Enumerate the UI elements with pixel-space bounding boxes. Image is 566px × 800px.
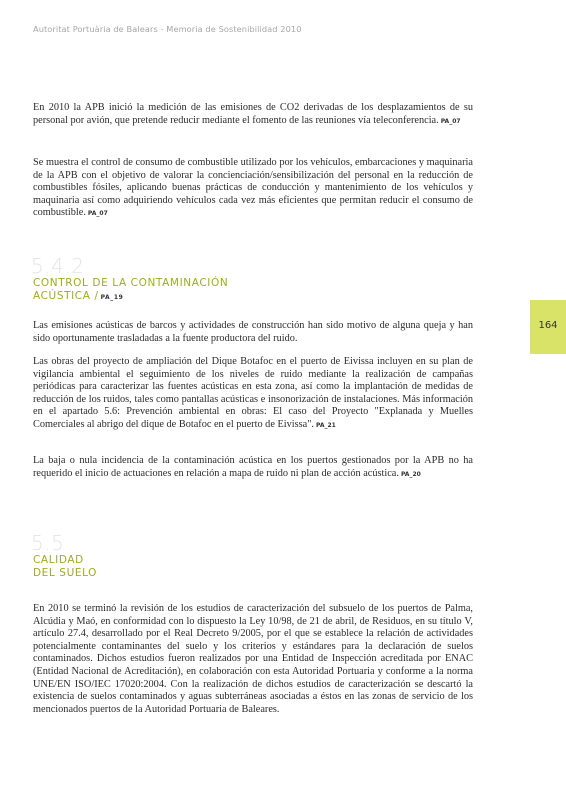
paragraph-text: Las emisiones acústicas de barcos y actividades de construcción han sido motivo de alguna queja y han sido oportunamente trasladadas a la fuente productora del ruido.: [33, 320, 473, 344]
paragraph-botafoc-noise: [33, 356, 473, 433]
paragraph-text: En 2010 se terminó la revisión de los estudios de caracterización del subsuelo de los puertos de Palma, Alcúdia y Maó, en conformidad con lo dispuesto la Ley 10/98, de 21 de abril, de Residuos, en su título V, artículo 27.4, desarrollado por el Real Decreto 9/2005, por el que se establece la relación de actividades potencialmente contaminantes del suelo y los criterios y estándares para la declaración de suelos contaminados. Dichos estudios fueron realizados por una Entidad de Inspección acreditada por ENAC (Entidad Nacional de Acreditación), en colaboración con esta Autoridad Portuaria y conforme a la norma UNE/EN ISO/IEC 17020:2004. Con la realización de dichos estudios de caracterización se descartó la existencia de suelos contaminados y aguas subterráneas asociadas a éstos en las zonas de servicio de los mencionados puertos de la Autoridad Portuaria de Baleares.: [33, 603, 473, 715]
page-number: 164: [538, 320, 558, 331]
section-title: [33, 277, 228, 304]
paragraph-text: Se muestra el control de consumo de combustible utilizado por los vehículos, embarcaciones y maquinaria de la APB con el objetivo de valorar la concienciación/sensibilización del personal en la reducción de combustibles fósiles, aplicando buenas prácticas de conducción y mantenimiento de los vehículos y maquinaria así como adquiriendo vehículos cada vez más eficientes que permitan reducir el consumo de combustible.: [33, 157, 473, 219]
indicator-ref: PA_07: [440, 117, 461, 125]
page-number-tab: [530, 300, 566, 354]
paragraph-noise-map: [33, 455, 473, 481]
section-title-line1: CONTROL DE LA CONTAMINACIÓN: [33, 277, 229, 289]
indicator-ref: PA_21: [315, 421, 336, 429]
running-header: Autoritat Portuària de Balears - Memoria de Sostenibilidad 2010: [33, 24, 302, 34]
indicator-ref: PA_19: [100, 293, 124, 301]
paragraph-text: La baja o nula incidencia de la contaminación acústica en los puertos gestionados por la APB no ha requerido el inicio de actuaciones en relación a mapa de ruido ni plan de acción acústica.: [33, 455, 473, 479]
indicator-ref: PA_07: [87, 210, 108, 218]
paragraph-text: En 2010 la APB inició la medición de las emisiones de CO2 derivadas de los desplazamientos de su personal por avión, que pretende reducir mediante el fomento de las reuniones vía teleconferencia.: [33, 102, 473, 126]
paragraph-text: Las obras del proyecto de ampliación del Dique Botafoc en el puerto de Eivissa incluyen en su plan de vigilancia ambiental el seguimiento de los niveles de ruido mediante la realización de campañas periódicas para caracterizar las fuentes acústicas en esta zona, así como la implantación de medidas de reducción de los ruidos, tales como pantallas acústicas e insonorización de instalaciones. Más información en el apartado 5.6: Prevención ambiental en obras: El caso del Proyecto "Explanada y Muelles Comerciales al abrigo del dique de Botafoc en el puerto de Eivissa".: [33, 356, 473, 430]
paragraph-noise-complaints: [33, 320, 473, 345]
indicator-ref: PA_20: [400, 470, 421, 478]
section-title-line1: CALIDAD: [33, 554, 84, 566]
section-title-line2: ACÚSTICA /: [33, 289, 99, 302]
paragraph-soil-quality: [33, 603, 473, 716]
paragraph-co2-flights: [33, 102, 473, 128]
section-title: [33, 554, 97, 579]
section-number: 5.4.2: [31, 254, 85, 278]
section-title-line2: DEL SUELO: [33, 566, 98, 579]
section-number: 5.5: [31, 531, 65, 555]
paragraph-fuel-consumption: [33, 157, 473, 221]
